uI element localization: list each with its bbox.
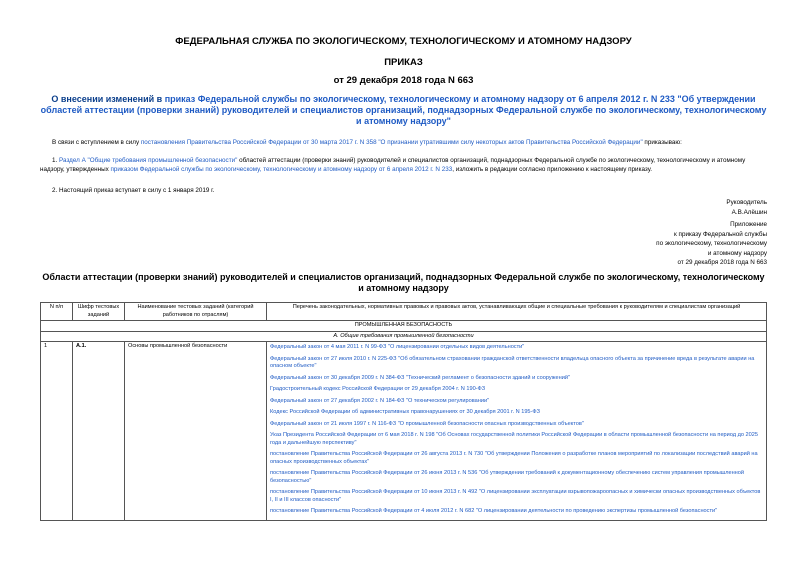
header-name: Наименование тестовых заданий (категорий работников по отраслям)	[125, 303, 267, 321]
paragraph-1	[40, 156, 767, 174]
doc-link[interactable]: Федеральный закон от 21 июля 1997 г. N 116-ФЗ "О промышленной безопасности опасных производственных объектов"	[270, 420, 584, 427]
section-title: ПРОМЫШЛЕННАЯ БЕЗОПАСНОСТЬ	[41, 321, 767, 332]
p2-section-link[interactable]: Раздел А "Общие требования промышленной безопасности"	[59, 157, 238, 164]
row-name: Основы промышленной безопасности	[125, 342, 267, 521]
appendix-line: и атомному надзору	[707, 249, 767, 257]
subsection-row	[41, 331, 767, 342]
document-type: ПРИКАЗ	[384, 57, 423, 68]
header-docs: Перечень законодательных, нормативных правовых и правовых актов, устанавливающих общие и специальные требования к руководителям и специалистам организаций	[267, 303, 767, 321]
appendix-block	[656, 220, 767, 268]
appendix-line: к приказу Федеральной службы	[674, 230, 767, 238]
p2-suffix: , изложить в редакции согласно приложению к настоящему приказу.	[452, 166, 652, 173]
document-title	[40, 94, 767, 127]
header-num: N п/п	[41, 303, 73, 321]
doc-link[interactable]: Градостроительный кодекс Российской Федерации от 29 декабря 2004 г. N 190-ФЗ	[270, 386, 486, 392]
p1-prefix: В связи с вступлением в силу	[52, 139, 141, 146]
title-order-link[interactable]: приказ Федеральной службы по экологическому, технологическому и атомному надзору от 6 апреля 2012 г. N 233 "Об утверждении областей аттестации (проверки знаний) руководителей и специалистов организаций, поднадзорных Федеральной службе по экологическому, технологическому и атомному надзору"	[40, 94, 767, 126]
doc-link[interactable]: постановление Правительства Российской Федерации от 26 августа 2013 г. N 730 "Об утверждении Положения о разработке планов мероприятий по локализации последствий аварий на опасных производственных объектах"	[270, 451, 758, 465]
row-docs	[267, 342, 767, 521]
doc-link[interactable]: постановление Правительства Российской Федерации от 26 июня 2013 г. N 536 "Об утверждении требований к документационному обеспечению систем управления промышленной безопасностью"	[270, 470, 745, 484]
p1-suffix: приказываю:	[642, 139, 682, 146]
doc-link[interactable]: постановление Правительства Российской Федерации от 4 июля 2012 г. N 682 "О лицензировании деятельности по проведению экспертизы промышленной безопасности"	[270, 508, 718, 514]
row-num: 1	[41, 342, 73, 521]
table-header-row	[41, 303, 767, 321]
p2-mid: областей аттестации (проверки знаний) руководителей и специалистов организаций, поднадзорных Федеральной службе по экологическому, технологическому и атомному надзору, утвержденных	[40, 157, 746, 173]
signatory-role: Руководитель	[726, 199, 767, 206]
p2-prefix: 1.	[52, 157, 60, 164]
doc-link[interactable]: Федеральный закон от 27 декабря 2002 г. N 184-ФЗ "О техническом регулировании"	[270, 397, 490, 404]
subsection-title: А. Общие требования промышленной безопасности	[41, 331, 767, 342]
row-code: А.1.	[73, 342, 125, 521]
doc-link[interactable]: Кодекс Российской Федерации об административных правонарушениях от 30 декабря 2001 г. N 195-ФЗ	[270, 409, 541, 415]
p1-resolution-link[interactable]: постановления Правительства Российской Федерации от 30 марта 2017 г. N 358 "О признании утратившими силу некоторых актов Правительства Российской Федерации"	[140, 139, 643, 146]
header-code: Шифр тестовых заданий	[73, 303, 125, 321]
doc-link[interactable]: Указ Президента Российской Федерации от 6 мая 2018 г. N 198 "Об Основах государственной политики Российской Федерации в области промышленной безопасности на период до 2025 года и дальнейшую перспективу"	[270, 432, 758, 446]
signatory-name: А.В.Алёшин	[731, 208, 767, 216]
doc-link[interactable]: Федеральный закон от 30 декабря 2009 г. N 384-ФЗ "Технический регламент о безопасности зданий и сооружений"	[270, 374, 570, 381]
doc-link[interactable]: Федеральный закон от 27 июля 2010 г. N 225-ФЗ "Об обязательном страховании гражданской ответственности владельца опасного объекта за причинение вреда в результате аварии на опасном объекте"	[270, 355, 755, 369]
appendix-line: по экологическому, технологическому	[656, 240, 767, 247]
paragraph-preamble	[40, 138, 767, 147]
areas-table	[40, 302, 767, 521]
section-row	[41, 321, 767, 332]
appendix-line: от 29 декабря 2018 года N 663	[677, 259, 767, 266]
p2-order-link[interactable]: приказом Федеральной службы по экологическому, технологическому и атомному надзору от 6 апреля 2012 г. N 233	[110, 166, 453, 173]
title-prefix: О внесении изменений в	[51, 94, 165, 104]
organization-name: ФЕДЕРАЛЬНАЯ СЛУЖБА ПО ЭКОЛОГИЧЕСКОМУ, ТЕХНОЛОГИЧЕСКОМУ И АТОМНОМУ НАДЗОРУ	[175, 36, 632, 47]
doc-link[interactable]: постановление Правительства Российской Федерации от 10 июня 2013 г. N 492 "О лицензировании эксплуатации взрывопожароопасных и химически опасных производственных объектов I, II и III классов опасности"	[270, 489, 761, 503]
doc-link[interactable]: Федеральный закон от 4 мая 2011 г. N 99-ФЗ "О лицензировании отдельных видов деятельности"	[270, 344, 525, 350]
areas-title: Области аттестации (проверки знаний) руководителей и специалистов организаций, поднадзорных Федеральной службе по экологическому, технологическому и атомному надзору	[42, 272, 765, 293]
signature-block	[726, 198, 767, 217]
paragraph-2: 2. Настоящий приказ вступает в силу с 1 января 2019 г.	[52, 187, 215, 194]
document-date-number: от 29 декабря 2018 года N 663	[333, 75, 474, 86]
table-row	[41, 342, 767, 521]
appendix-line: Приложение	[730, 221, 767, 228]
